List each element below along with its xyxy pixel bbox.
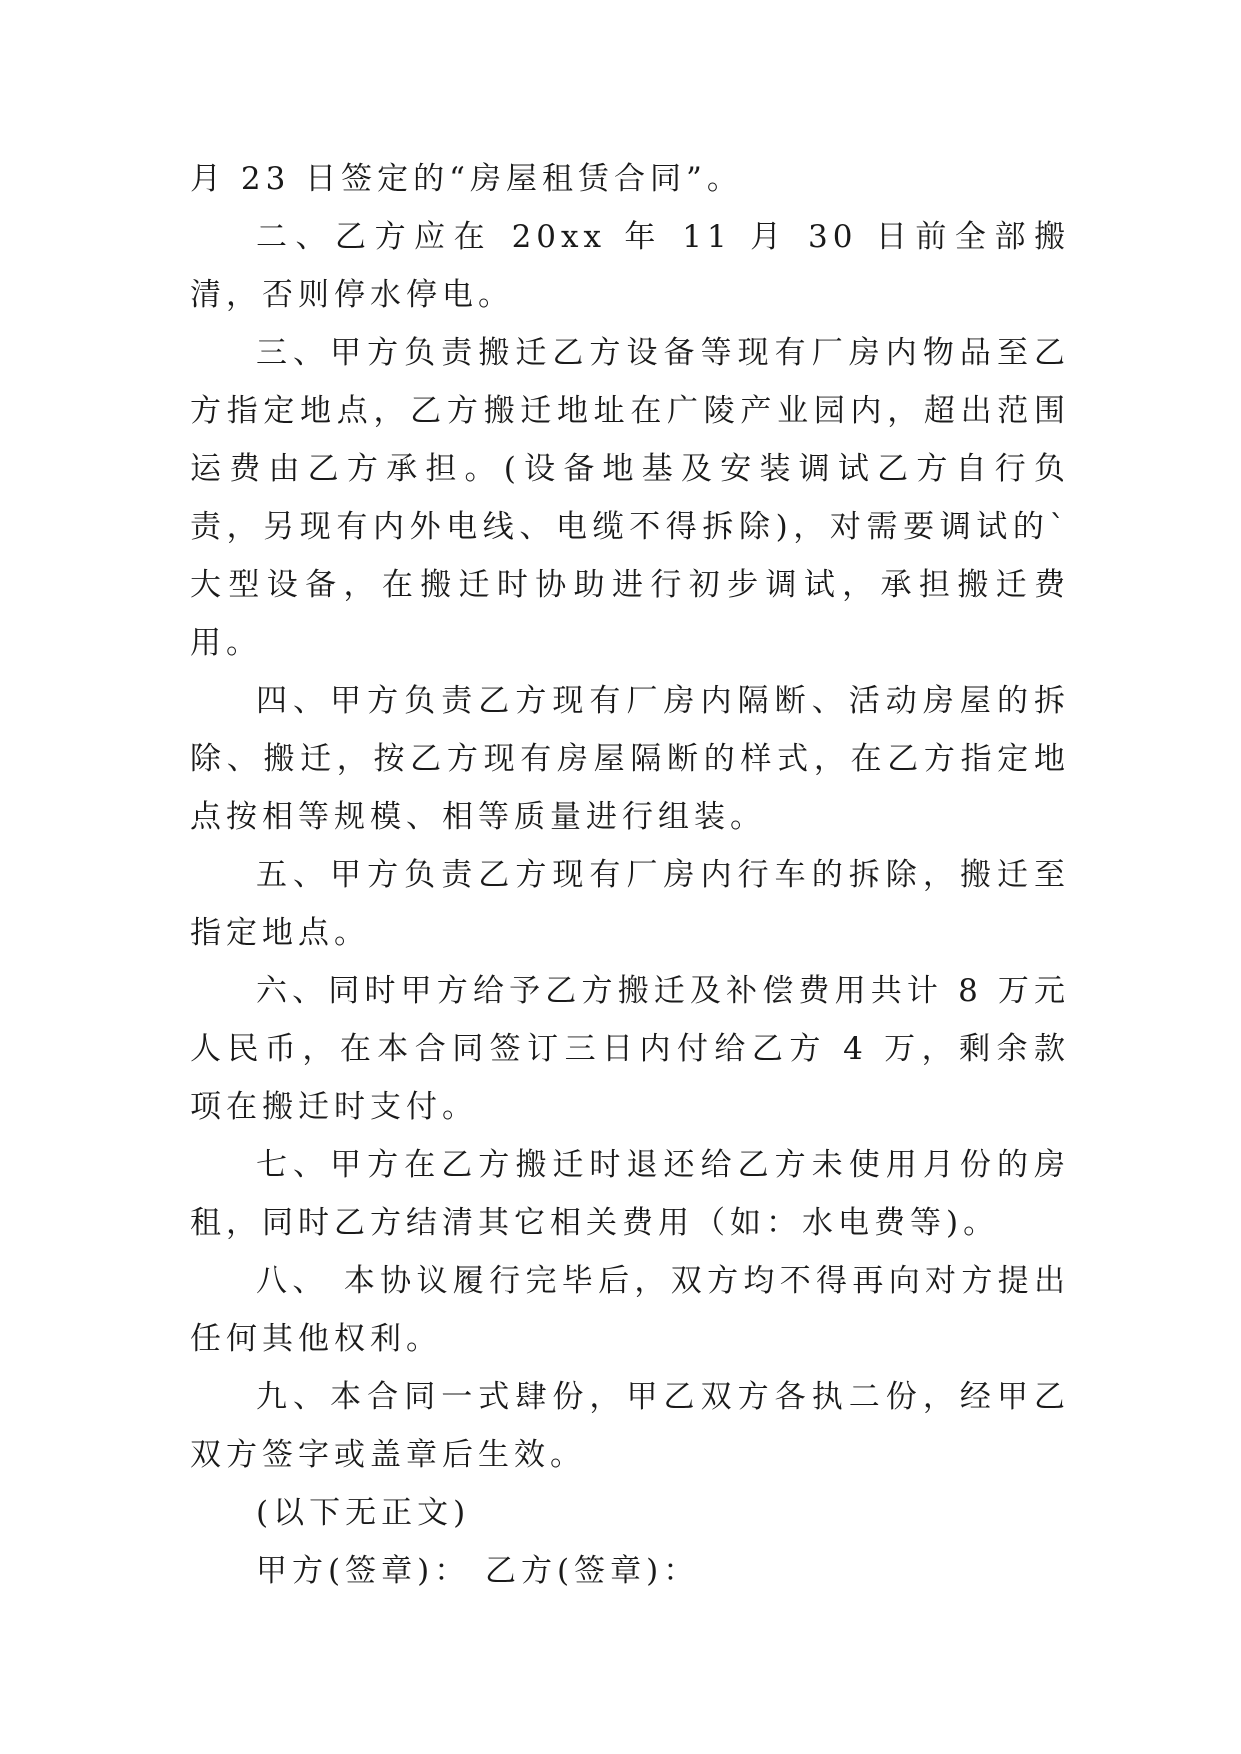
paragraph-clause-8: 八、 本协议履行完毕后，双方均不得再向对方提出任何其他权利。 bbox=[190, 1263, 1070, 1357]
paragraph-clause-9: 九、本合同一式肆份，甲乙双方各执二份，经甲乙双方签字或盖章后生效。 bbox=[190, 1379, 1070, 1473]
paragraph-clause-7: 七、甲方在乙方搬迁时退还给乙方未使用月份的房租，同时乙方结清其它相关费用（如：水电费等)。 bbox=[190, 1147, 1070, 1241]
paragraph-contract-reference: 月 23 日签定的“房屋租赁合同”。 bbox=[190, 161, 743, 197]
paragraph-clause-5: 五、甲方负责乙方现有厂房内行车的拆除，搬迁至指定地点。 bbox=[190, 857, 1070, 951]
paragraph-no-further-text: (以下无正文) bbox=[256, 1495, 471, 1531]
document-body bbox=[190, 150, 1070, 1600]
paragraph-clause-6: 六、同时甲方给予乙方搬迁及补偿费用共计 8 万元人民币，在本合同签订三日内付给乙方 4 万，剩余款项在搬迁时支付。 bbox=[190, 973, 1070, 1125]
signature-line: 甲方(签章)： 乙方(签章)： bbox=[256, 1553, 700, 1589]
paragraph-clause-4: 四、甲方负责乙方现有厂房内隔断、活动房屋的拆除、搬迁，按乙方现有房屋隔断的样式，在乙方指定地点按相等规模、相等质量进行组装。 bbox=[190, 683, 1070, 835]
paragraph-clause-2: 二、乙方应在 20xx 年 11 月 30 日前全部搬清，否则停水停电。 bbox=[190, 219, 1070, 313]
paragraph-clause-3: 三、甲方负责搬迁乙方设备等现有厂房内物品至乙方指定地点，乙方搬迁地址在广陵产业园内，超出范围运费由乙方承担。(设备地基及安装调试乙方自行负责，另现有内外电线、电缆不得拆除)，对需要调试的`大型设备，在搬迁时协助进行初步调试，承担搬迁费用。 bbox=[190, 335, 1070, 661]
